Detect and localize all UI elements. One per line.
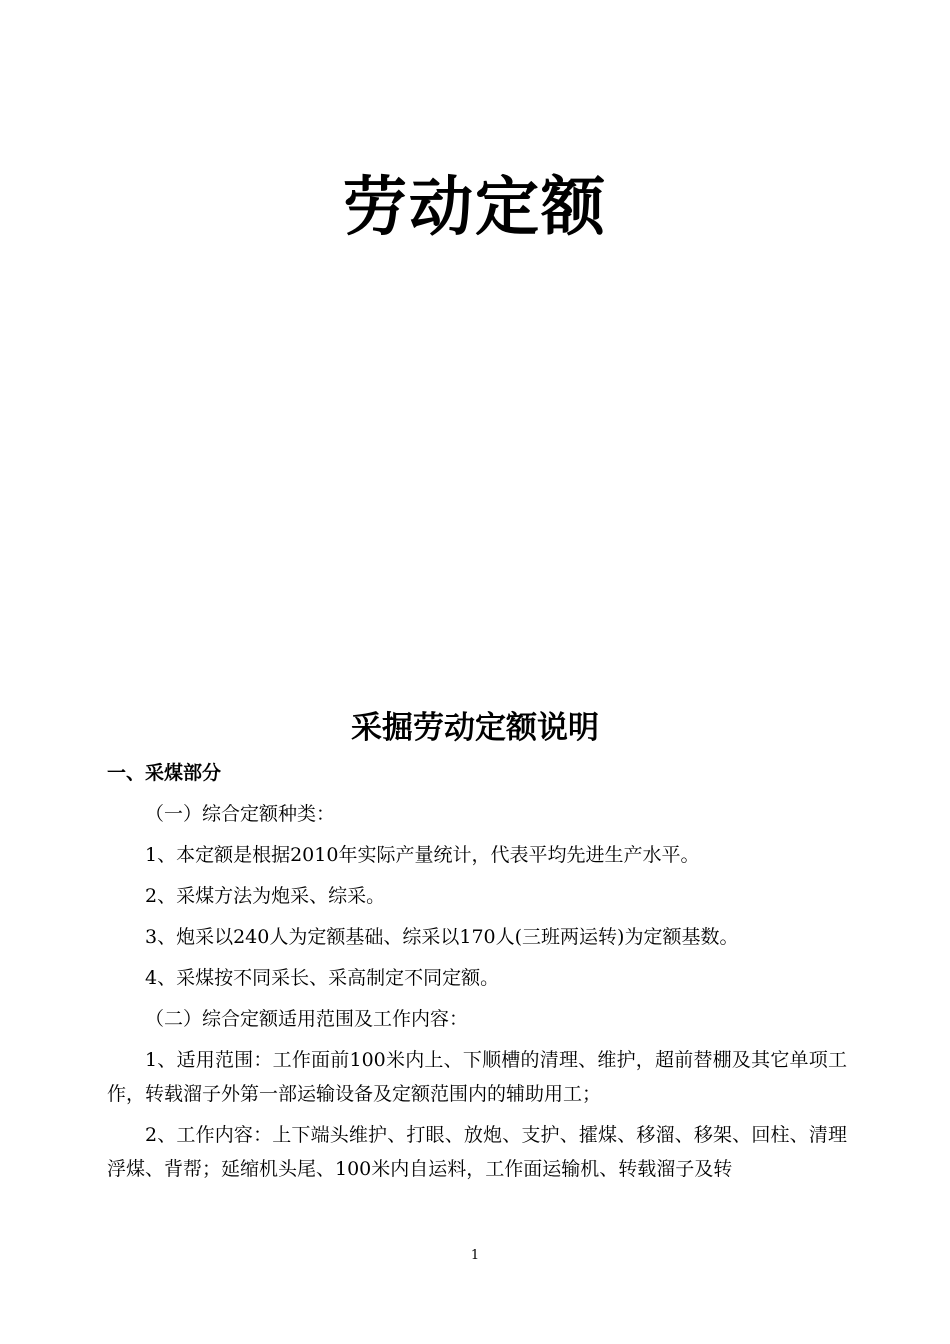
paragraph: （二）综合定额适用范围及工作内容： [145,1008,469,1030]
part-heading: 一、采煤部分 [107,762,222,784]
page-number: 1 [470,1248,480,1263]
paragraph: （一）综合定额种类： [145,803,336,825]
document-body [107,756,847,1193]
paragraph: 1、适用范围：工作面前100米内上、下顺槽的清理、维护，超前替棚及其它单项工作，转载溜子外第一部运输设备及定额范围内的辅助用工； [107,1049,847,1105]
paragraph: 2、采煤方法为炮采、综采。 [145,885,386,907]
paragraph: 4、采煤按不同采长、采高制定不同定额。 [145,967,500,989]
paragraph: 2、工作内容：上下端头维护、打眼、放炮、支护、攉煤、移溜、移架、回柱、清理浮煤、背帮；延缩机头尾、100米内自运料，工作面运输机、转载溜子及转 [107,1124,847,1180]
paragraph: 3、炮采以240人为定额基础、综采以170人(三班两运转)为定额基数。 [145,926,739,948]
section-title: 采掘劳动定额说明 [351,710,599,746]
paragraph: 1、本定额是根据2010年实际产量统计，代表平均先进生产水平。 [145,844,700,866]
cover-title: 劳动定额 [343,170,607,245]
